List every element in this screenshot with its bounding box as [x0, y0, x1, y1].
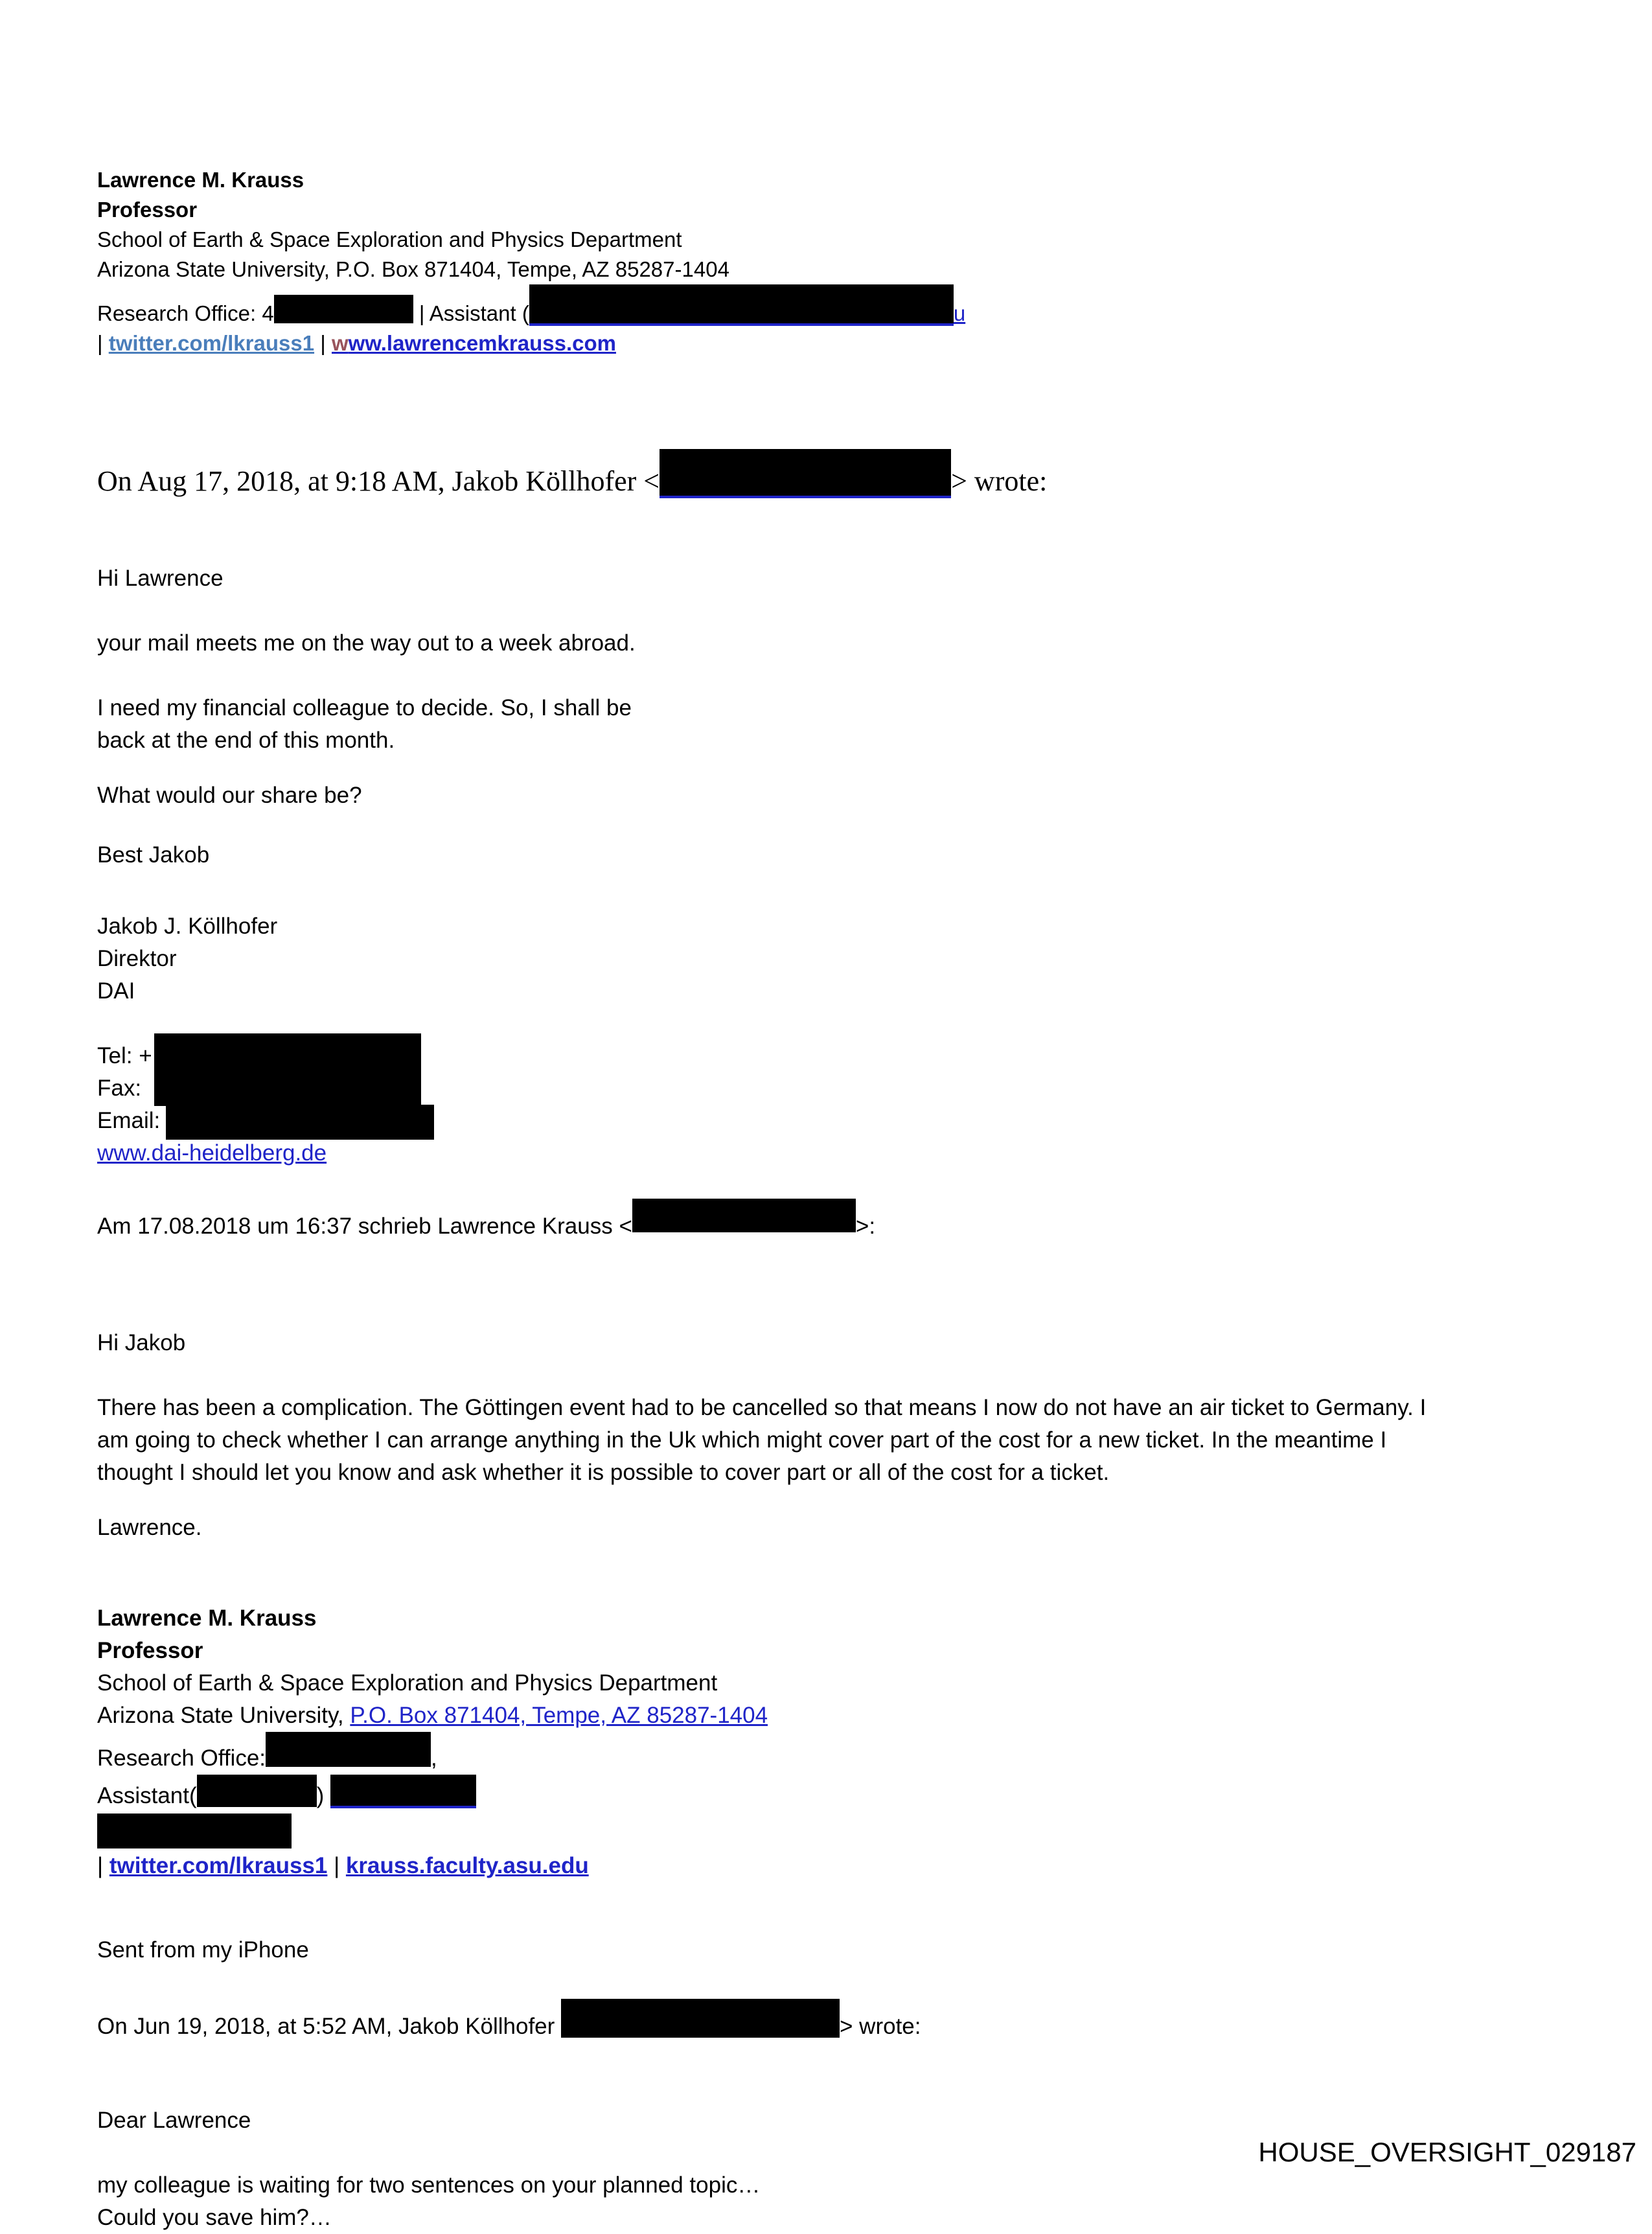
quote-header-text: On Aug 17, 2018, at 9:18 AM, Jakob Köllhofer <: [97, 465, 660, 497]
jakob-contact-block: [97, 1040, 1587, 1169]
signoff: Best Jakob: [97, 842, 210, 868]
separator: |: [97, 331, 109, 355]
signature-links-line: [97, 1850, 1587, 1882]
redaction-bar: [660, 449, 951, 498]
twitter-link[interactable]: twitter.com/lkrauss1: [109, 1853, 328, 1878]
quote-header-text: >:: [855, 1214, 876, 1239]
signoff: Lawrence.: [97, 1515, 202, 1540]
research-office-suffix: ,: [431, 1745, 437, 1771]
redaction-bar: [266, 1732, 431, 1767]
sender-signature-block: [97, 165, 1587, 358]
redaction-bar: [632, 1199, 856, 1232]
paragraph-line: Could you save him?…: [97, 2205, 332, 2230]
signature-contact-line: [97, 284, 1587, 328]
research-office-line: [97, 1732, 1587, 1775]
paragraph: your mail meets me on the way out to a week abroad.: [97, 630, 636, 656]
separator: |: [327, 1853, 346, 1878]
website-link-rest: ww.lawrencemkrauss.com: [348, 331, 616, 355]
assistant-close-paren: ): [316, 1783, 325, 1808]
website-link[interactable]: [332, 331, 616, 355]
quote-header-text: > wrote:: [951, 465, 1048, 497]
email-label: Email:: [97, 1108, 161, 1133]
separator: |: [314, 331, 332, 355]
assistant-email-link-remnant[interactable]: u: [953, 301, 966, 325]
paragraph-line: am going to check whether I can arrange anything in the Uk which might cover part of the cost for a new ticket. In the meantime I: [97, 1427, 1387, 1453]
greeting: Dear Lawrence: [97, 2108, 251, 2133]
address-map-link[interactable]: P.O. Box 871404, Tempe, AZ 85287-1404: [350, 1703, 768, 1728]
faculty-page-link[interactable]: krauss.faculty.asu.edu: [345, 1853, 589, 1878]
redaction-bar: [529, 284, 954, 326]
address-prefix: Arizona State University,: [97, 1703, 350, 1728]
jakob-signature-block: [97, 910, 1587, 1169]
quote-header-text: On Jun 19, 2018, at 5:52 AM, Jakob Köllhofer: [97, 2014, 562, 2039]
research-office-label: Research Office: 4: [97, 301, 274, 325]
signature-name: Jakob J. Köllhofer: [97, 914, 278, 939]
assistant-label: Assistant(: [97, 1783, 197, 1808]
signature-department: School of Earth & Space Exploration and Physics Department: [97, 227, 682, 251]
separator: |: [97, 1853, 109, 1878]
assistant-line: [97, 1775, 1587, 1812]
quote-header-jun19: [97, 1999, 1587, 2043]
signature-org: DAI: [97, 978, 135, 1004]
quote-header-text: > wrote:: [840, 2014, 921, 2039]
website-link-first-char: w: [331, 331, 349, 355]
signature-role: Direktor: [97, 946, 177, 971]
redaction-bar: [197, 1775, 317, 1807]
greeting: Hi Lawrence: [97, 566, 224, 591]
redaction-bar: [561, 1999, 840, 2038]
quote-header-aug17-1637: [97, 1199, 1587, 1243]
signature-name: Lawrence M. Krauss: [97, 168, 304, 192]
redaction-bar: [154, 1033, 421, 1106]
sender-signature-block-2: [97, 1602, 1587, 1882]
paragraph-line: There has been a complication. The Göttingen event had to be cancelled so that means I now do not have an air ticket to Germany. I: [97, 1395, 1427, 1420]
signature-links-line: [97, 328, 1587, 358]
paragraph: What would our share be?: [97, 783, 362, 808]
bates-number: HOUSE_OVERSIGHT_029187: [1258, 2137, 1636, 2167]
signature-name: Lawrence M. Krauss: [97, 1606, 317, 1631]
signature-department: School of Earth & Space Exploration and Physics Department: [97, 1670, 718, 1696]
dai-website-link[interactable]: www.dai-heidelberg.de: [97, 1140, 327, 1166]
redaction-bar: [274, 295, 413, 323]
signature-address: Arizona State University, P.O. Box 871404, Tempe, AZ 85287-1404: [97, 257, 729, 281]
paragraph-line: thought I should let you know and ask whether it is possible to cover part or all of the cost for a ticket.: [97, 1460, 1110, 1485]
fax-label: Fax:: [97, 1076, 142, 1101]
signature-title: Professor: [97, 1638, 203, 1663]
quote-header-text: Am 17.08.2018 um 16:37 schrieb Lawrence Krauss <: [97, 1214, 632, 1239]
twitter-link[interactable]: twitter.com/lkrauss1: [108, 331, 315, 355]
signature-title: Professor: [97, 198, 198, 222]
paragraph-line: back at the end of this month.: [97, 728, 395, 753]
redaction-bar: [166, 1105, 434, 1140]
paragraph-line: my colleague is waiting for two sentences on your planned topic…: [97, 2172, 761, 2198]
redaction-bar: [97, 1814, 292, 1848]
quote-header-aug17: [97, 449, 1587, 501]
redaction-bar: [330, 1775, 476, 1808]
sent-from-line: Sent from my iPhone: [97, 1937, 309, 1963]
tel-label: Tel: +: [97, 1043, 152, 1068]
research-office-label: Research Office:: [97, 1745, 266, 1771]
signature-address: [97, 1699, 1587, 1732]
assistant-label: | Assistant (: [413, 301, 529, 325]
paragraph-line: I need my financial colleague to decide. So, I shall be: [97, 695, 632, 720]
greeting: Hi Jakob: [97, 1330, 186, 1355]
